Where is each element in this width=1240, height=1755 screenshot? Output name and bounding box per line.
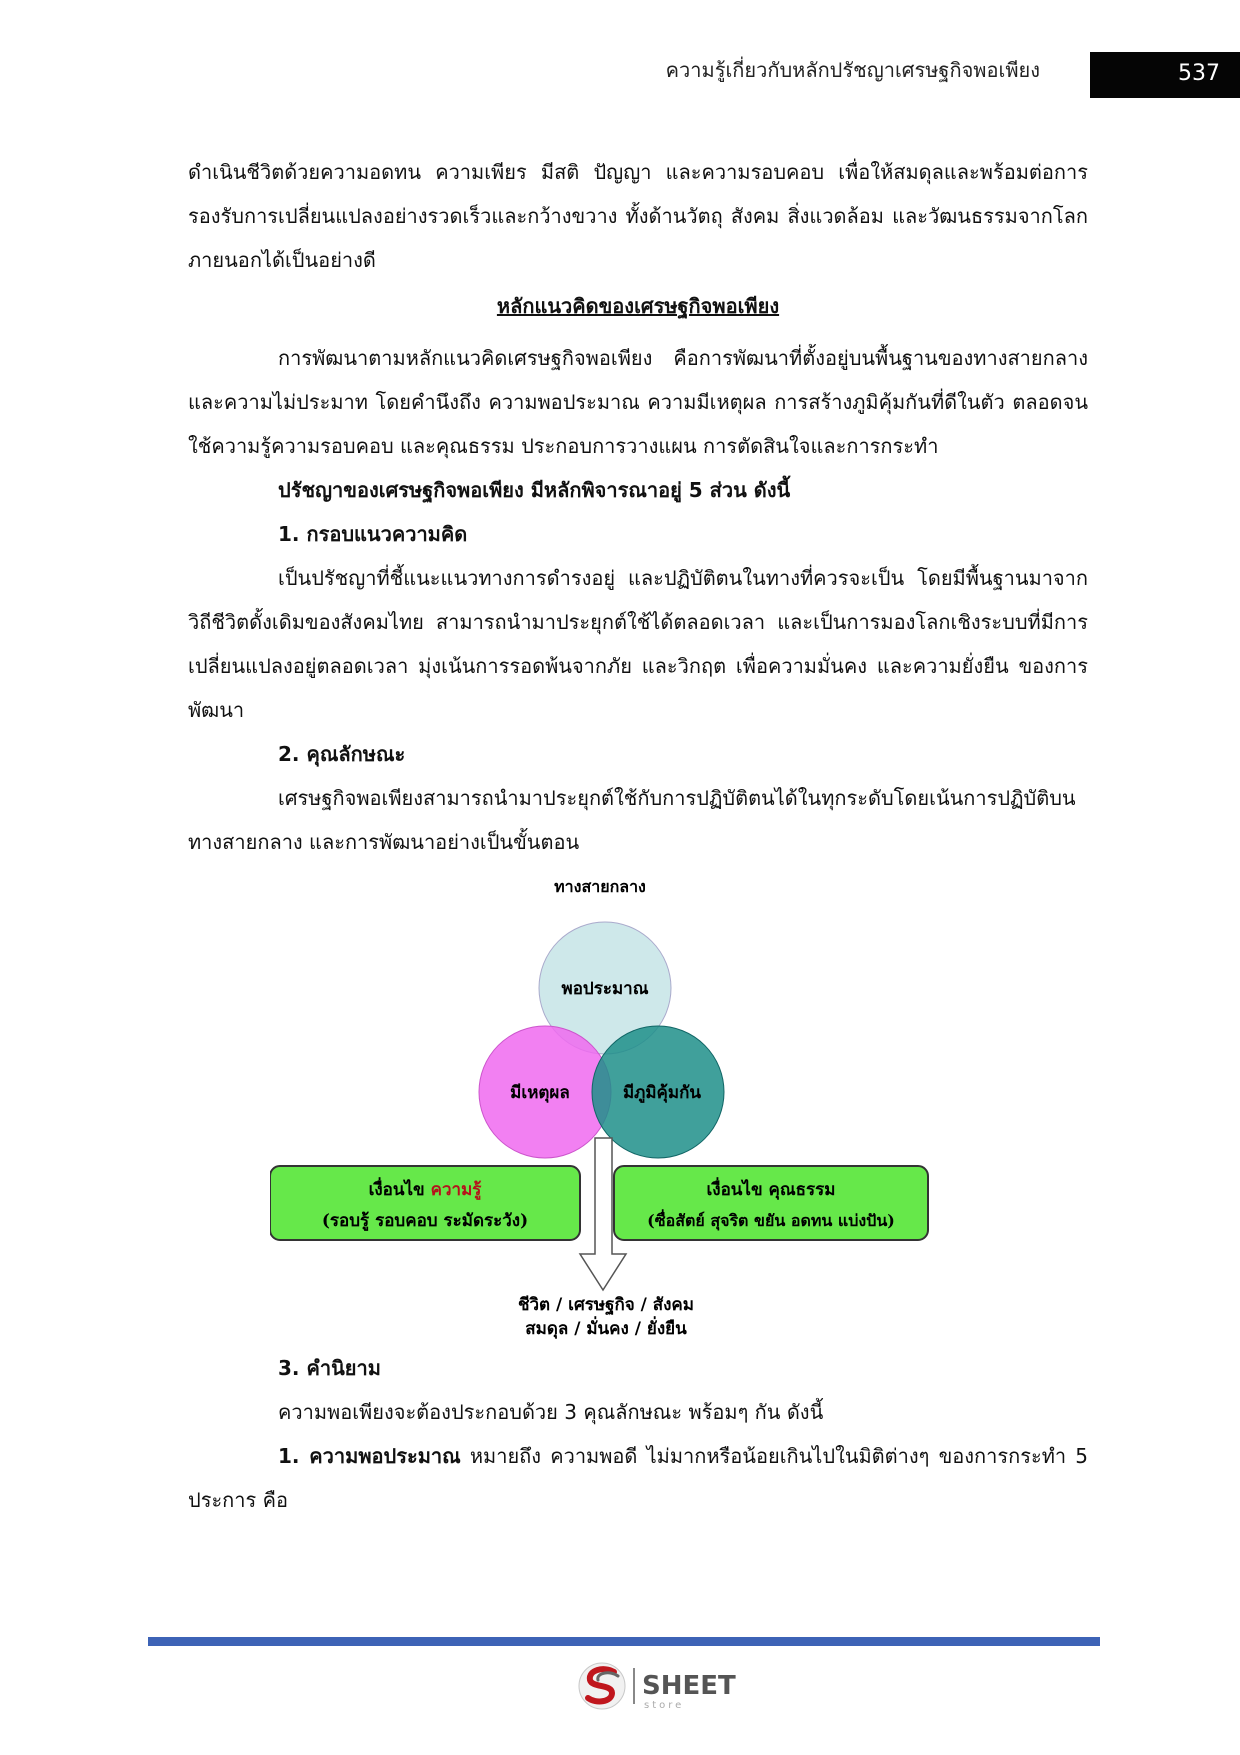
virtue-condition-detail: (ซื่อสัตย์ สุจริต ขยัน อดทน แบ่งปัน) bbox=[647, 1211, 895, 1230]
knowledge-condition-prefix: เงื่อนไข bbox=[368, 1180, 431, 1200]
item3-sub1 bbox=[188, 1434, 1088, 1522]
circle-reasonableness-label: มีเหตุผล bbox=[510, 1083, 570, 1103]
item3-sub1-text: หมายถึง ความพอดี ไม่มากหรือน้อยเกินไปในมิติต่างๆ ของการกระทำ 5 ประการ คือ bbox=[188, 1444, 1089, 1512]
footer-divider bbox=[148, 1637, 1100, 1646]
page-number-box bbox=[1090, 52, 1240, 98]
page-number: 537 bbox=[1178, 61, 1220, 86]
section-title: หลักแนวคิดของเศรษฐกิจพอเพียง bbox=[496, 294, 780, 318]
header-title: ความรู้เกี่ยวกับหลักปรัชญาเศรษฐกิจพอเพียง bbox=[665, 58, 1040, 82]
svg-text:เงื่อนไข ความรู้ bbox=[369, 1177, 483, 1201]
knowledge-condition-key: ความรู้ bbox=[430, 1180, 482, 1200]
result-line-2: สมดุล / มั่นคง / ยั่งยืน bbox=[525, 1319, 687, 1339]
circle-moderation-label: พอประมาณ bbox=[561, 979, 649, 999]
virtue-condition-prefix: เงื่อนไข bbox=[706, 1180, 769, 1200]
item1-heading: 1. กรอบแนวความคิด bbox=[278, 522, 468, 546]
svg-text:เงื่อนไข คุณธรรม bbox=[706, 1177, 835, 1200]
item2-body: เศรษฐกิจพอเพียงสามารถนำมาประยุกต์ใช้กับการปฏิบัติตนได้ในทุกระดับโดยเน้นการปฏิบัติบนทางสายกลาง และการพัฒนาอย่างเป็นขั้นตอน bbox=[188, 786, 1076, 854]
logo-main-text: SHEET bbox=[642, 1671, 736, 1701]
diagram-title: ทางสายกลาง bbox=[554, 877, 646, 896]
philosophy-heading: ปรัชญาของเศรษฐกิจพอเพียง มีหลักพิจารณาอยู่ 5 ส่วน ดังนี้ bbox=[278, 478, 791, 502]
item3-sub1-label: 1. ความพอประมาณ bbox=[278, 1444, 461, 1468]
item1-body: เป็นปรัชญาที่ชี้แนะแนวทางการดำรงอยู่ และปฏิบัติตนในทางที่ควรจะเป็น โดยมีพื้นฐานมาจากวิถีชีวิตดั้งเดิมของสังคมไทย สามารถนำมาประยุกต์ใช้ได้ตลอดเวลา และเป็นการมองโลกเชิงระบบที่มีการเปลี่ยนแปลงอยู่ตลอดเวลา มุ่งเน้นการรอดพ้นจากภัย และวิกฤต เพื่อความมั่นคง และความยั่งยืน ของการพัฒนา bbox=[188, 566, 1088, 722]
item2-heading: 2. คุณลักษณะ bbox=[278, 742, 406, 766]
knowledge-condition-detail: (รอบรู้ รอบคอบ ระมัดระวัง) bbox=[321, 1211, 529, 1231]
document-body bbox=[188, 150, 1088, 1522]
result-line-1: ชีวิต / เศรษฐกิจ / สังคม bbox=[517, 1295, 695, 1315]
logo-sub-text: store bbox=[644, 1700, 685, 1711]
item3-heading: 3. คำนิยาม bbox=[278, 1356, 381, 1380]
sheet-store-logo bbox=[574, 1658, 744, 1714]
circle-immunity-label: มีภูมิคุ้มกัน bbox=[622, 1083, 702, 1103]
sufficiency-economy-diagram bbox=[270, 870, 930, 1340]
item3-lead: ความพอเพียงจะต้องประกอบด้วย 3 คุณลักษณะ พร้อมๆ กัน ดังนี้ bbox=[278, 1400, 824, 1424]
virtue-condition-key: คุณธรรม bbox=[768, 1180, 836, 1200]
section-body: การพัฒนาตามหลักแนวคิดเศรษฐกิจพอเพียง คือการพัฒนาที่ตั้งอยู่บนพื้นฐานของทางสายกลางและความไม่ประมาท โดยคำนึงถึง ความพอประมาณ ความมีเหตุผล การสร้างภูมิคุ้มกันที่ดีในตัว ตลอดจนใช้ความรู้ความรอบคอบ และคุณธรรม ประกอบการวางแผน การตัดสินใจและการกระทำ bbox=[188, 346, 1088, 458]
intro-paragraph: ดำเนินชีวิตด้วยความอดทน ความเพียร มีสติ ปัญญา และความรอบคอบ เพื่อให้สมดุลและพร้อมต่อการรองรับการเปลี่ยนแปลงอย่างรวดเร็วและกว้างขวาง ทั้งด้านวัตถุ สังคม สิ่งแวดล้อม และวัฒนธรรมจากโลกภายนอกได้เป็นอย่างดี bbox=[188, 160, 1088, 272]
